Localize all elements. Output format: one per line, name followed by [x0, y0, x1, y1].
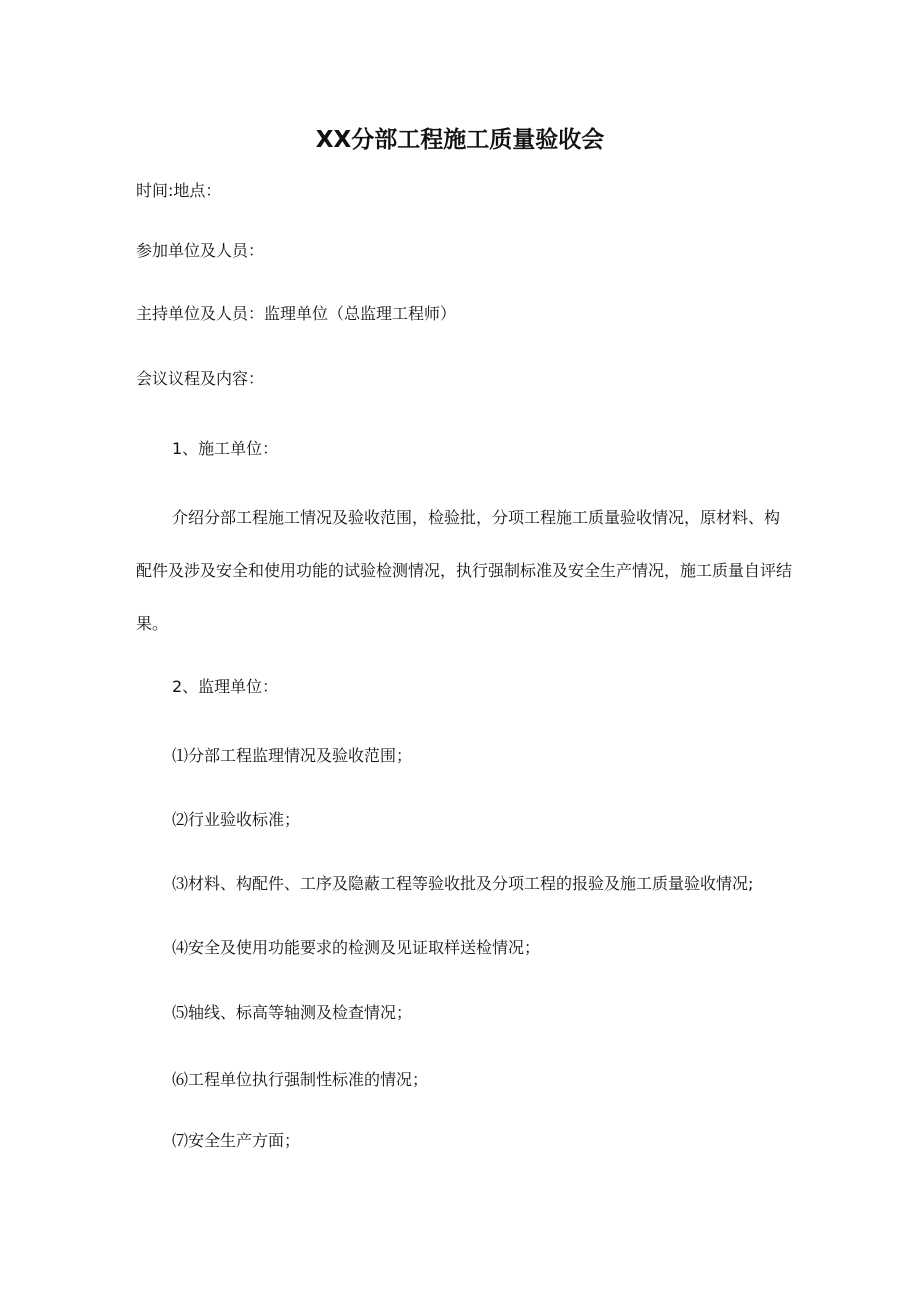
- section1-body: 介绍分部工程施工情况及验收范围，检验批，分项工程施工质量验收情况，原材料、构配件及涉及安全和使用功能的试验检测情况，执行强制标准及安全生产情况，施工质量自评结果。: [136, 508, 793, 633]
- list-item: ⑺安全生产方面；: [172, 1131, 301, 1150]
- document-title: XX分部工程施工质量验收会: [315, 127, 605, 153]
- list-item: ⑷安全及使用功能要求的检测及见证取样送检情况；: [172, 938, 541, 957]
- list-item: ⑸轴线、标高等轴测及检查情况；: [172, 1003, 413, 1022]
- section2-heading: 2、监理单位：: [172, 677, 279, 696]
- section1-heading: 1、施工单位：: [172, 439, 279, 458]
- time-place-line: 时间:地点：: [136, 181, 222, 200]
- list-item: ⑴分部工程监理情况及验收范围；: [172, 746, 413, 765]
- list-item: ⑵行业验收标准；: [172, 810, 301, 829]
- list-item: ⑹工程单位执行强制性标准的情况；: [172, 1070, 429, 1089]
- list-item: ⑶材料、构配件、工序及隐蔽工程等验收批及分项工程的报验及施工质量验收情况;: [172, 874, 754, 893]
- agenda-label: 会议议程及内容：: [136, 369, 265, 388]
- host-line: 主持单位及人员：监理单位（总监理工程师）: [136, 304, 457, 323]
- participants-line: 参加单位及人员：: [136, 241, 265, 260]
